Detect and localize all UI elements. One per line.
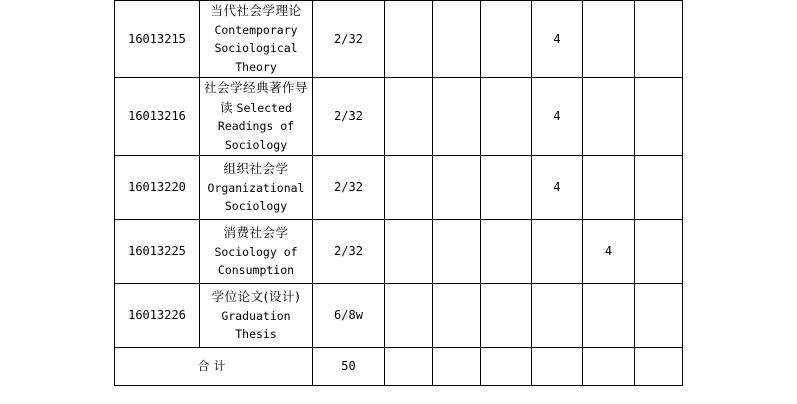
term-2: [433, 1, 481, 78]
term-4: [532, 284, 583, 348]
table-row: [115, 284, 683, 348]
course-name: [200, 220, 313, 284]
term-1: [385, 156, 433, 220]
term-6: [635, 78, 683, 156]
course-name-en: Graduation Thesis: [221, 308, 291, 342]
term-3: [481, 284, 532, 348]
term-6: [635, 1, 683, 78]
term-6: [635, 156, 683, 220]
course-name-zh: 消费社会学: [223, 224, 289, 240]
term-4: 4: [532, 156, 583, 220]
term-6: [635, 284, 683, 348]
term-3: [481, 220, 532, 284]
total-term-6: [635, 348, 683, 386]
credits-hours: 2/32: [313, 156, 385, 220]
term-1: [385, 220, 433, 284]
term-6: [635, 220, 683, 284]
term-5: [583, 156, 635, 220]
term-5: [583, 78, 635, 156]
total-label: 合计: [115, 348, 313, 386]
course-name: [200, 284, 313, 348]
term-3: [481, 1, 532, 78]
table-row: [115, 156, 683, 220]
total-credits: 50: [313, 348, 385, 386]
course-code: 16013216: [115, 78, 200, 156]
course-code: 16013220: [115, 156, 200, 220]
course-name-zh: 组织社会学: [223, 160, 289, 176]
credits-hours: 2/32: [313, 1, 385, 78]
course-name: [200, 1, 313, 78]
term-3: [481, 78, 532, 156]
term-2: [433, 156, 481, 220]
credits-hours: 2/32: [313, 78, 385, 156]
course-name-en: Selected Readings of Sociology: [217, 100, 295, 153]
course-code: 16013226: [115, 284, 200, 348]
course-name: [200, 78, 313, 156]
course-code: 16013225: [115, 220, 200, 284]
curriculum-table: [114, 0, 683, 386]
total-term-1: [385, 348, 433, 386]
table-row: [115, 1, 683, 78]
course-name: [200, 156, 313, 220]
course-name-zh: 学位论文(设计): [211, 288, 301, 304]
term-1: [385, 78, 433, 156]
term-4: [532, 220, 583, 284]
term-2: [433, 220, 481, 284]
credits-hours: 6/8w: [313, 284, 385, 348]
course-name-zh: 当代社会学理论: [210, 3, 302, 18]
total-term-3: [481, 348, 532, 386]
course-name-en: Contemporary Sociological Theory: [214, 22, 298, 75]
credits-hours: 2/32: [313, 220, 385, 284]
term-4: 4: [532, 78, 583, 156]
total-term-4: [532, 348, 583, 386]
term-4: 4: [532, 1, 583, 78]
term-1: [385, 1, 433, 78]
term-5: 4: [583, 220, 635, 284]
total-term-2: [433, 348, 481, 386]
table-row: [115, 220, 683, 284]
table-row: [115, 78, 683, 156]
term-2: [433, 78, 481, 156]
term-5: [583, 284, 635, 348]
term-2: [433, 284, 481, 348]
course-code: 16013215: [115, 1, 200, 78]
total-term-5: [583, 348, 635, 386]
course-name-en: Organizational Sociology: [207, 180, 305, 214]
term-1: [385, 284, 433, 348]
course-name-zh: 社会学经典著作导读: [203, 80, 308, 115]
term-5: [583, 1, 635, 78]
table-total-row: [115, 348, 683, 386]
course-name-en: Sociology of Consumption: [214, 244, 298, 278]
term-3: [481, 156, 532, 220]
